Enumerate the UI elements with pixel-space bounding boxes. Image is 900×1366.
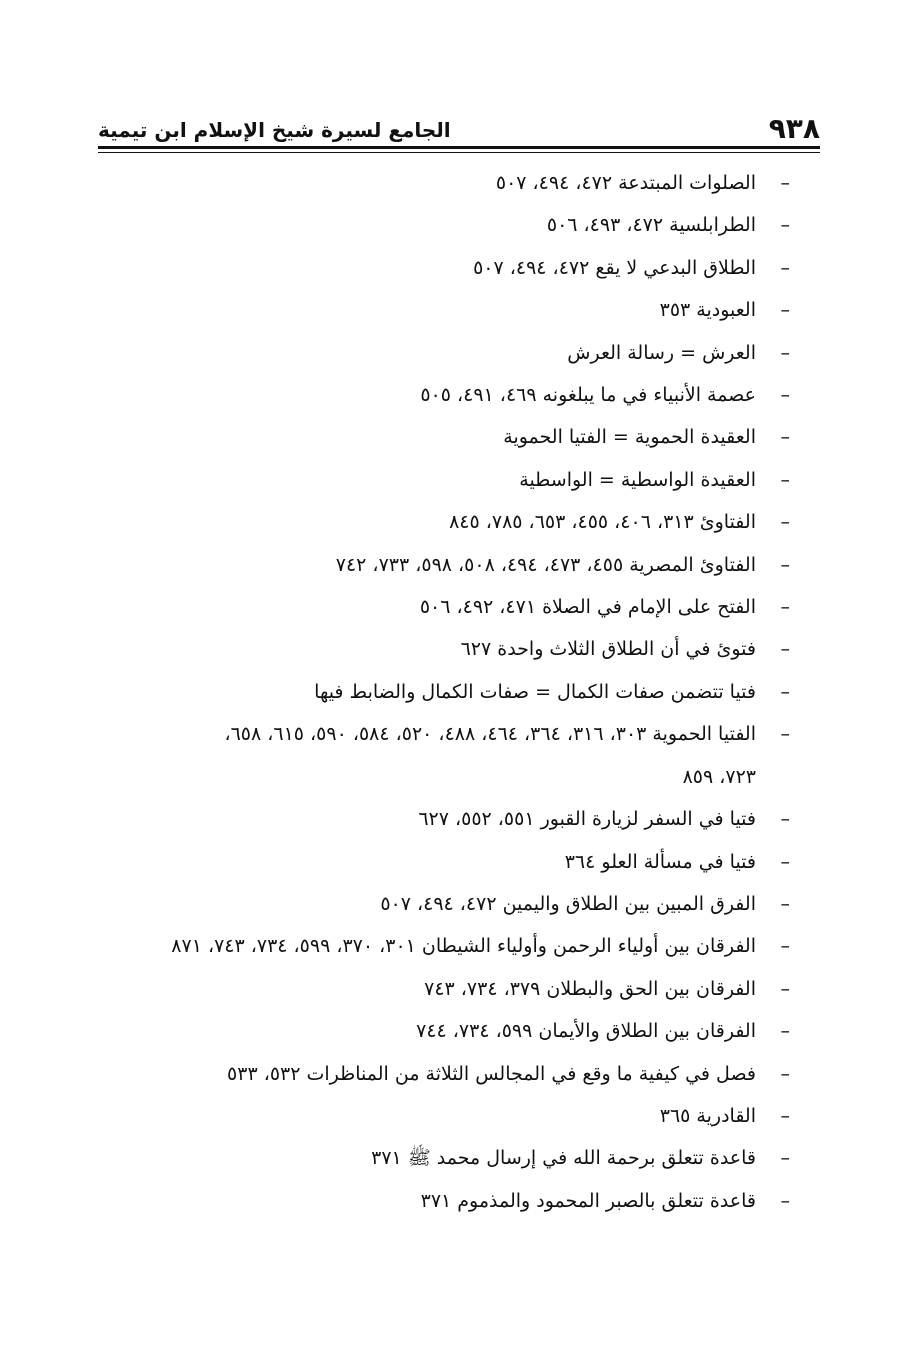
index-entry xyxy=(90,332,790,374)
entry-text: القادرية ٣٦٥ xyxy=(659,1104,756,1127)
entry-dash: – xyxy=(780,553,790,576)
entry-dash: – xyxy=(780,808,790,831)
entry-text: الصلوات المبتدعة ٤٧٢، ٤٩٤، ٥٠٧ xyxy=(495,172,756,194)
index-entry xyxy=(90,798,790,840)
entry-dash: – xyxy=(780,892,790,915)
index-entry xyxy=(90,968,790,1010)
index-entry xyxy=(90,1180,790,1222)
entry-text: قاعدة تتعلق بالصبر المحمود والمذموم ٣٧١ xyxy=(420,1189,756,1212)
index-entry xyxy=(90,671,790,713)
index-entry xyxy=(90,713,790,755)
entry-dash: – xyxy=(780,850,790,873)
index-entry xyxy=(90,544,790,586)
index-entry xyxy=(90,247,790,289)
index-entry xyxy=(90,1053,790,1095)
entry-text: عصمة الأنبياء في ما يبلغونه ٤٦٩، ٤٩١، ٥٠٥ xyxy=(420,384,756,407)
entry-text: الفرقان بين الحق والبطلان ٣٧٩، ٧٣٤، ٧٤٣ xyxy=(424,977,756,1000)
running-title: الجامع لسيرة شيخ الإسلام ابن تيمية xyxy=(98,118,451,142)
entry-text: فتيا تتضمن صفات الكمال = صفات الكمال والضابط فيها xyxy=(314,680,756,703)
entry-dash: – xyxy=(780,299,790,322)
index-entry xyxy=(90,162,790,204)
index-entry xyxy=(90,883,790,925)
index-entry xyxy=(90,459,790,501)
entry-dash: – xyxy=(780,468,790,491)
entry-text: الفرق المبين بين الطلاق واليمين ٤٧٢، ٤٩٤، ٥٠٧ xyxy=(380,892,756,915)
entry-text: الفتيا الحموية ٣٠٣، ٣١٦، ٣٦٤، ٤٦٤، ٤٨٨، ٥٢٠، ٥٨٤، ٥٩٠، ٦١٥، ٦٥٨، xyxy=(224,723,756,746)
entry-dash: – xyxy=(780,172,790,194)
entry-text: الطلاق البدعي لا يقع ٤٧٢، ٤٩٤، ٥٠٧ xyxy=(473,256,756,279)
entry-text: العقيدة الحموية = الفتيا الحموية xyxy=(503,426,756,449)
index-entry xyxy=(90,586,790,628)
index-entry-continuation xyxy=(90,756,790,798)
entry-dash: – xyxy=(780,1062,790,1085)
index-entry xyxy=(90,204,790,246)
entry-text: فتيا في السفر لزيارة القبور ٥٥١، ٥٥٢، ٦٢٧ xyxy=(418,808,756,831)
index-list xyxy=(90,162,790,1222)
entry-dash: – xyxy=(780,680,790,703)
entry-text: ٧٢٣، ٨٥٩ xyxy=(682,765,756,788)
entry-dash: – xyxy=(780,426,790,449)
entry-dash: – xyxy=(780,256,790,279)
header-rule-thin xyxy=(98,152,820,153)
entry-dash: – xyxy=(780,1104,790,1127)
entry-text: الفتح على الإمام في الصلاة ٤٧١، ٤٩٢، ٥٠٦ xyxy=(419,596,756,619)
entry-text: فصل في كيفية ما وقع في المجالس الثلاثة من المناظرات ٥٣٢، ٥٣٣ xyxy=(227,1062,756,1085)
entry-dash: – xyxy=(780,1189,790,1212)
entry-text: العبودية ٣٥٣ xyxy=(659,299,756,322)
entry-dash: – xyxy=(780,1147,790,1170)
entry-dash: – xyxy=(780,384,790,407)
entry-dash: – xyxy=(780,511,790,534)
index-entry xyxy=(90,841,790,883)
index-entry xyxy=(90,374,790,416)
entry-text: الطرابلسية ٤٧٢، ٤٩٣، ٥٠٦ xyxy=(546,214,756,237)
header-rule-thick xyxy=(98,146,820,149)
entry-text: العرش = رسالة العرش xyxy=(567,341,756,364)
entry-dash: – xyxy=(780,935,790,958)
index-entry xyxy=(90,1095,790,1137)
entry-dash: – xyxy=(780,638,790,661)
entry-dash: – xyxy=(780,596,790,619)
page-number: ٩٣٨ xyxy=(768,112,820,145)
entry-dash: – xyxy=(780,977,790,1000)
index-entry xyxy=(90,1137,790,1179)
entry-text: فتوئ في أن الطلاق الثلاث واحدة ٦٢٧ xyxy=(460,638,756,661)
page-header xyxy=(98,112,820,146)
index-entry xyxy=(90,925,790,967)
entry-dash: – xyxy=(780,1020,790,1043)
entry-text: فتيا في مسألة العلو ٣٦٤ xyxy=(564,850,756,873)
entry-text: الفرقان بين الطلاق والأيمان ٥٩٩، ٧٣٤، ٧٤٤ xyxy=(416,1020,756,1043)
entry-text: الفتاوئ ٣١٣، ٤٠٦، ٤٥٥، ٦٥٣، ٧٨٥، ٨٤٥ xyxy=(449,511,756,534)
entry-dash: – xyxy=(780,723,790,746)
index-entry xyxy=(90,628,790,670)
index-entry xyxy=(90,501,790,543)
entry-dash: – xyxy=(780,341,790,364)
entry-text: العقيدة الواسطية = الواسطية xyxy=(519,468,756,491)
entry-text: قاعدة تتعلق برحمة الله في إرسال محمد ﷺ ٣٧١ xyxy=(371,1147,756,1170)
entry-dash: – xyxy=(780,214,790,237)
index-entry xyxy=(90,1010,790,1052)
index-entry xyxy=(90,289,790,331)
entry-text: الفرقان بين أولياء الرحمن وأولياء الشيطان ٣٠١، ٣٧٠، ٥٩٩، ٧٣٤، ٧٤٣، ٨٧١ xyxy=(171,935,756,958)
index-entry xyxy=(90,416,790,458)
entry-text: الفتاوئ المصرية ٤٥٥، ٤٧٣، ٤٩٤، ٥٠٨، ٥٩٨، ٧٣٣، ٧٤٢ xyxy=(335,553,756,576)
